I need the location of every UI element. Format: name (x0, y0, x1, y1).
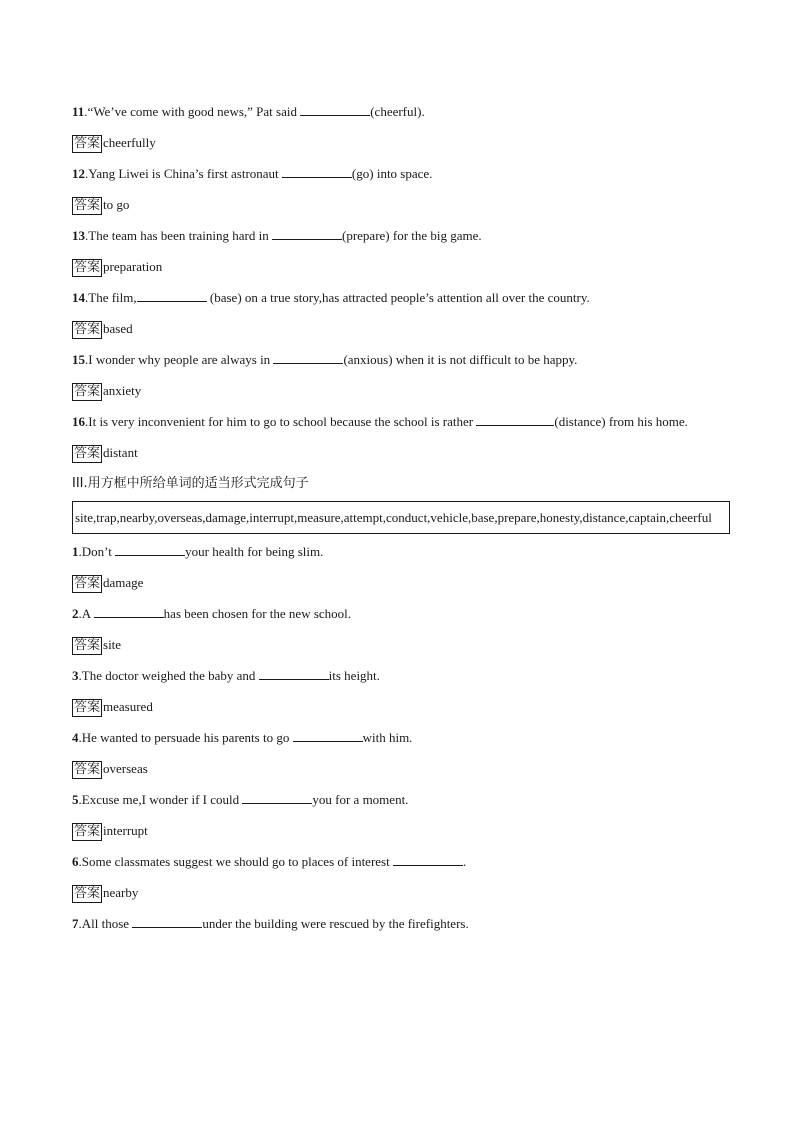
answer-blank[interactable] (94, 606, 164, 618)
answer-blank[interactable] (115, 544, 185, 556)
question-1: 1.Don’t your health for being slim. (72, 544, 324, 559)
answer-1: 答案 damage (74, 575, 144, 591)
answer-blank[interactable] (132, 916, 202, 928)
answer-tag: 答案 (74, 576, 101, 591)
question-13: 13.The team has been training hard in (prepare) for the big game. (72, 228, 482, 243)
answer-blank[interactable] (300, 104, 370, 116)
answer-blank[interactable] (282, 166, 352, 178)
answer-6: 答案 nearby (74, 885, 139, 901)
answer-14: 答案 based (74, 321, 133, 337)
answer-2: 答案 site (74, 637, 122, 653)
answer-blank[interactable] (393, 854, 463, 866)
answer-12: 答案 to go (74, 197, 130, 213)
answer-5: 答案 interrupt (74, 823, 148, 839)
answer-blank[interactable] (137, 290, 207, 302)
question-16: 16.It is very inconvenient for him to go to school because the school is rather (distance) from his home. (72, 414, 688, 429)
answer-tag: 答案 (74, 260, 101, 275)
section-title: III.用方框中所给单词的适当形式完成句子 (72, 476, 309, 491)
answer-tag: 答案 (74, 446, 101, 461)
answer-blank[interactable] (293, 730, 363, 742)
question-14: 14.The film, (base) on a true story,has attracted people’s attention all over the country. (72, 290, 590, 305)
answer-4: 答案 overseas (74, 761, 148, 777)
worksheet-page (72, 96, 730, 939)
answer-13: 答案 preparation (74, 259, 163, 275)
answer-15: 答案 anxiety (74, 383, 142, 399)
word-bank-box: site,trap,nearby,overseas,damage,interrupt,measure,attempt,conduct,vehicle,base,prepare,honesty,distance,captain,cheerful (72, 501, 730, 534)
question-5: 5.Excuse me,I wonder if I could you for a moment. (72, 792, 409, 807)
question-4: 4.He wanted to persuade his parents to go with him. (72, 730, 413, 745)
question-12: 12.Yang Liwei is China’s first astronaut (go) into space. (72, 166, 433, 181)
question-2: 2.A has been chosen for the new school. (72, 606, 352, 621)
answer-tag: 答案 (74, 198, 101, 213)
question-7: 7.All those under the building were rescued by the firefighters. (72, 916, 469, 931)
answer-tag: 答案 (74, 136, 101, 151)
answer-tag: 答案 (74, 886, 101, 901)
answer-tag: 答案 (74, 762, 101, 777)
question-3: 3.The doctor weighed the baby and its height. (72, 668, 380, 683)
answer-tag: 答案 (74, 700, 101, 715)
question-11: 11.“We’ve come with good news,” Pat said (cheerful). (72, 104, 425, 119)
answer-blank[interactable] (259, 668, 329, 680)
answer-3: 答案 measured (74, 699, 153, 715)
answer-tag: 答案 (74, 638, 101, 653)
answer-tag: 答案 (74, 322, 101, 337)
answer-16: 答案 distant (74, 445, 138, 461)
answer-blank[interactable] (476, 414, 554, 426)
answer-blank[interactable] (273, 352, 343, 364)
answer-blank[interactable] (242, 792, 312, 804)
answer-blank[interactable] (272, 228, 342, 240)
answer-tag: 答案 (74, 384, 101, 399)
question-6: 6.Some classmates suggest we should go to places of interest . (72, 854, 467, 869)
question-15: 15.I wonder why people are always in (anxious) when it is not difficult to be happy. (72, 352, 578, 367)
answer-11: 答案 cheerfully (74, 135, 156, 151)
answer-tag: 答案 (74, 824, 101, 839)
